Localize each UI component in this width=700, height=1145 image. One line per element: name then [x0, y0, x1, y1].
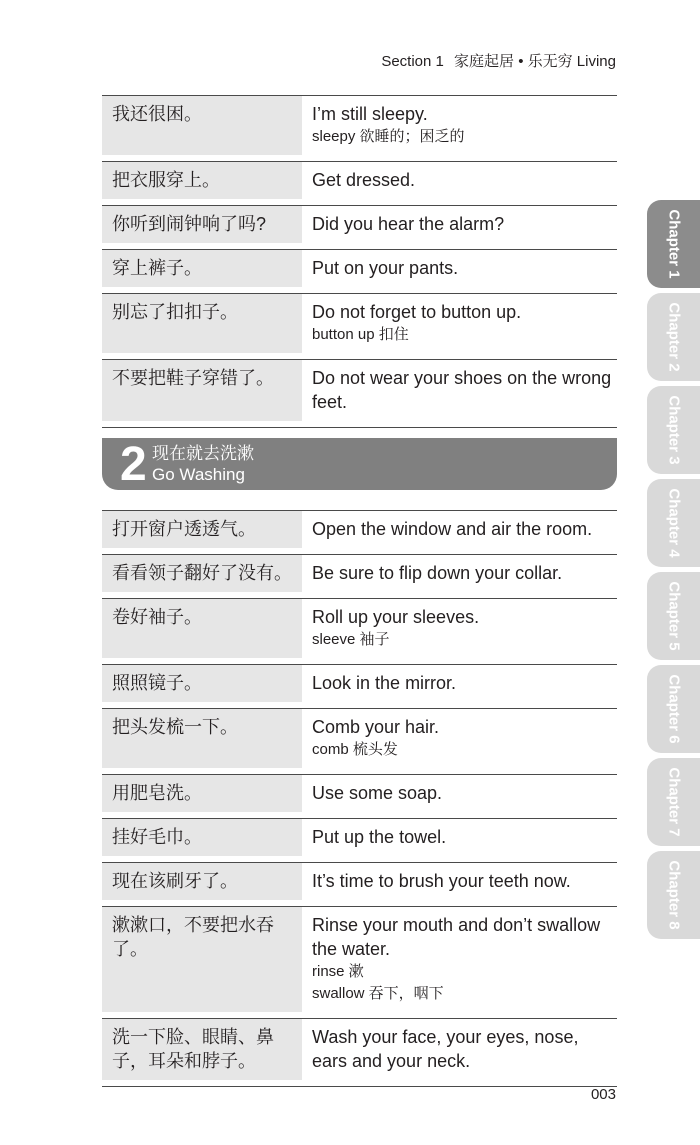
english-phrase: Wash your face, your eyes, nose, ears and your neck.	[312, 1027, 579, 1071]
chinese-phrase: 漱漱口，不要把水吞了。	[102, 907, 302, 1012]
english-phrase: Open the window and air the room.	[312, 519, 593, 539]
phrase-row	[102, 554, 617, 592]
chinese-phrase: 卷好袖子。	[102, 599, 302, 658]
english-phrase-cell	[302, 819, 617, 856]
chapter-tab-label: Chapter 3	[665, 395, 682, 465]
english-phrase: Do not wear your shoes on the wrong feet.	[312, 368, 612, 412]
english-phrase-cell	[302, 96, 617, 155]
english-phrase-cell	[302, 250, 617, 287]
chinese-phrase: 打开窗户透透气。	[102, 511, 302, 548]
phrase-table-2	[102, 510, 617, 1087]
chapter-tab-2[interactable]	[647, 293, 700, 381]
chinese-phrase: 用肥皂洗。	[102, 775, 302, 812]
chapter-tab-label: Chapter 2	[665, 302, 682, 372]
chapter-tab-label: Chapter 1	[665, 209, 682, 279]
vocab-note: sleeve 袖子	[312, 631, 390, 648]
english-phrase-cell	[302, 511, 617, 548]
vocab-note: button up 扣住	[312, 326, 409, 343]
chapter-tab-4[interactable]	[647, 479, 700, 567]
english-phrase-cell	[302, 1019, 617, 1080]
english-phrase-cell	[302, 665, 617, 702]
english-phrase-cell	[302, 206, 617, 243]
chinese-phrase: 挂好毛巾。	[102, 819, 302, 856]
phrase-row	[102, 205, 617, 243]
chapter-tab-8[interactable]	[647, 851, 700, 939]
english-phrase: I’m still sleepy.	[312, 104, 428, 124]
english-phrase: Did you hear the alarm?	[312, 214, 505, 234]
english-phrase-cell	[302, 775, 617, 812]
phrase-row	[102, 359, 617, 421]
english-phrase: Use some soap.	[312, 783, 443, 803]
english-phrase: Do not forget to button up.	[312, 302, 522, 322]
banner-title-en: Go Washing	[152, 465, 245, 484]
phrase-row	[102, 1018, 617, 1080]
banner-title-cn: 现在就去洗漱	[152, 444, 254, 463]
chinese-phrase: 把头发梳一下。	[102, 709, 302, 768]
chinese-phrase: 洗一下脸、眼睛、鼻子，耳朵和脖子。	[102, 1019, 302, 1080]
chapter-tab-label: Chapter 5	[665, 581, 682, 651]
chinese-phrase: 别忘了扣扣子。	[102, 294, 302, 353]
chinese-phrase: 看看领子翻好了没有。	[102, 555, 302, 592]
phrase-row	[102, 249, 617, 287]
chinese-phrase: 把衣服穿上。	[102, 162, 302, 199]
chapter-tabs	[647, 200, 700, 944]
english-phrase: Look in the mirror.	[312, 673, 457, 693]
phrase-row	[102, 664, 617, 702]
section-title: 家庭起居 • 乐无穷 Living	[454, 53, 616, 70]
chinese-phrase: 照照镜子。	[102, 665, 302, 702]
vocab-note: comb 梳头发	[312, 741, 398, 758]
english-phrase-cell	[302, 907, 617, 1012]
chapter-tab-3[interactable]	[647, 386, 700, 474]
chapter-tab-label: Chapter 7	[665, 767, 682, 837]
phrase-row	[102, 293, 617, 353]
phrase-row	[102, 862, 617, 900]
phrase-row	[102, 818, 617, 856]
phrase-row	[102, 708, 617, 768]
english-phrase: Rinse your mouth and don’t swallow the water.	[312, 915, 601, 959]
phrase-row	[102, 510, 617, 548]
phrase-table-1	[102, 95, 617, 428]
english-phrase: Put up the towel.	[312, 827, 447, 847]
vocab-note: rinse 漱	[312, 963, 364, 980]
english-phrase-cell	[302, 360, 617, 421]
phrase-row	[102, 598, 617, 658]
english-phrase-cell	[302, 709, 617, 768]
banner-number: 2	[120, 438, 147, 491]
running-header	[381, 50, 616, 71]
chapter-tab-1[interactable]	[647, 200, 700, 288]
vocab-note: sleepy 欲睡的；困乏的	[312, 128, 465, 145]
phrase-row	[102, 95, 617, 155]
english-phrase: Roll up your sleeves.	[312, 607, 480, 627]
chapter-tab-7[interactable]	[647, 758, 700, 846]
phrase-row	[102, 906, 617, 1012]
chinese-phrase: 我还很困。	[102, 96, 302, 155]
table-bottom-rule	[102, 427, 617, 428]
chapter-tab-label: Chapter 6	[665, 674, 682, 744]
table-bottom-rule	[102, 1086, 617, 1087]
chapter-tab-label: Chapter 4	[665, 488, 682, 558]
english-phrase-cell	[302, 555, 617, 592]
section-label: Section 1	[381, 53, 444, 70]
section-banner	[102, 438, 617, 490]
chinese-phrase: 穿上裤子。	[102, 250, 302, 287]
page-number: 003	[590, 1086, 616, 1103]
chinese-phrase: 现在该刷牙了。	[102, 863, 302, 900]
chinese-phrase: 你听到闹钟响了吗?	[102, 206, 302, 243]
chapter-tab-label: Chapter 8	[665, 860, 682, 930]
english-phrase: Comb your hair.	[312, 717, 440, 737]
vocab-note: swallow 吞下，咽下	[312, 985, 444, 1002]
english-phrase: It’s time to brush your teeth now.	[312, 871, 571, 891]
english-phrase-cell	[302, 863, 617, 900]
english-phrase-cell	[302, 294, 617, 353]
english-phrase-cell	[302, 162, 617, 199]
english-phrase: Be sure to flip down your collar.	[312, 563, 563, 583]
phrase-row	[102, 774, 617, 812]
chinese-phrase: 不要把鞋子穿错了。	[102, 360, 302, 421]
phrase-row	[102, 161, 617, 199]
english-phrase: Put on your pants.	[312, 258, 459, 278]
chapter-tab-5[interactable]	[647, 572, 700, 660]
chapter-tab-6[interactable]	[647, 665, 700, 753]
english-phrase: Get dressed.	[312, 170, 416, 190]
english-phrase-cell	[302, 599, 617, 658]
